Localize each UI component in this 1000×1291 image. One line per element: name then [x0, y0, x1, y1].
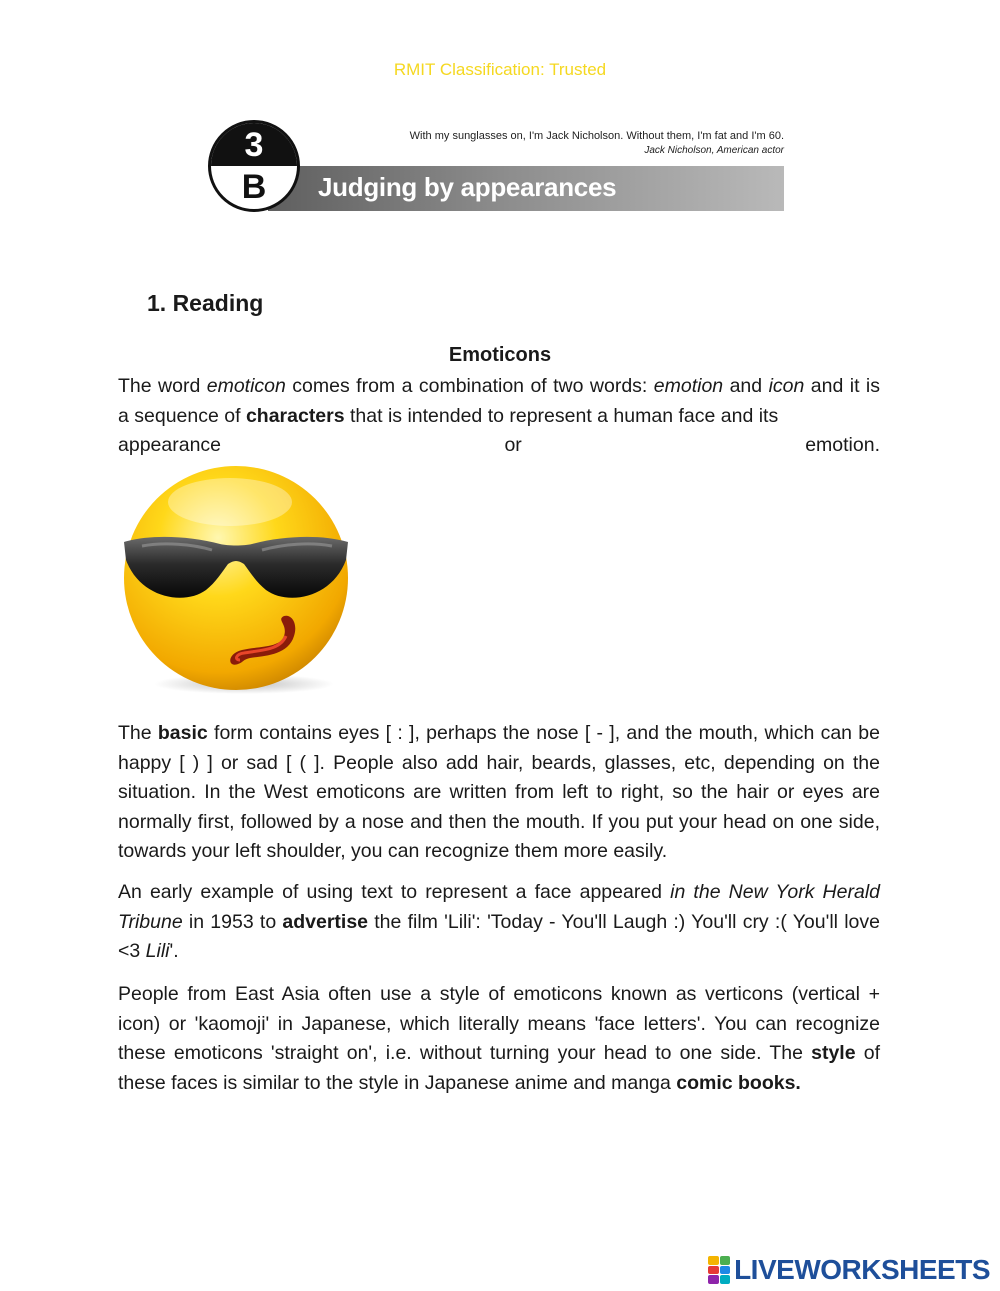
term-advertise: advertise — [282, 910, 369, 933]
unit-number: 3 — [244, 126, 264, 164]
liveworksheets-logo-icon — [708, 1256, 730, 1284]
term-emoticon: emoticon — [206, 375, 286, 397]
early-example-paragraph: An early example of using text to represent a face appeared in the New York Herald Tribune in 1953 to advertise the film 'Lili': 'Today - You'll Laugh :) You'll cry :( You'll love <3 Lili'. — [118, 881, 880, 962]
quote-text: With my sunglasses on, I'm Jack Nicholson. Without them, I'm fat and I'm 60. — [409, 130, 784, 142]
unit-title: Judging by appearances — [318, 172, 617, 202]
newspaper-name: in the New York Herald Tribune — [118, 881, 880, 933]
banner-quote — [410, 130, 784, 156]
film-title: Lili — [145, 940, 170, 962]
term-icon: icon — [768, 375, 805, 397]
article-title: Emoticons — [448, 344, 552, 366]
classification-label: RMIT Classification: Trusted — [393, 60, 607, 79]
quote-author: Jack Nicholson, American actor — [644, 145, 784, 156]
basic-form-paragraph: The basic form contains eyes [ : ], perhaps the nose [ - ], and the mouth, which can be happy [ ) ] or sad [ ( ]. People also add hair, beards, glasses, etc, depending on the situation. In the West emoticons are written from left to right, so the hair or eyes are normally first, followed by a nose and then the mouth. If you put your head on one side, towards your left shoulder, you can recognize them more easily. — [118, 722, 880, 862]
term-emotion: emotion — [653, 375, 724, 397]
term-characters: characters — [245, 404, 345, 427]
term-basic: basic — [157, 722, 208, 744]
intro-last-line: appearance or emotion. — [118, 434, 880, 456]
term-style: style — [811, 1042, 856, 1064]
sunglasses-smiley-icon — [120, 464, 352, 696]
intro-paragraph: The word emoticon comes from a combination of two words: emotion and icon and it is a sequence of characters that is intended to represent a human face and its appearance or emotion. — [118, 372, 880, 461]
unit-banner — [208, 120, 784, 214]
liveworksheets-logo-text: LIVEWORKSHEETS — [734, 1254, 990, 1285]
unit-letter: B — [241, 168, 267, 206]
section-heading: 1. Reading — [147, 290, 264, 316]
unit-badge — [208, 120, 300, 212]
term-comic-books: comic books. — [676, 1071, 801, 1094]
liveworksheets-logo — [708, 1254, 990, 1286]
east-asia-paragraph: People from East Asia often use a style of emoticons known as verticons (vertical + icon) or 'kaomoji' in Japanese, which literally means 'face letters'. You can recognize these emoticons 'straight on', i.e. without turning your head to one side. The style of these faces is similar to the style in Japanese anime and manga comic books. — [118, 983, 880, 1094]
